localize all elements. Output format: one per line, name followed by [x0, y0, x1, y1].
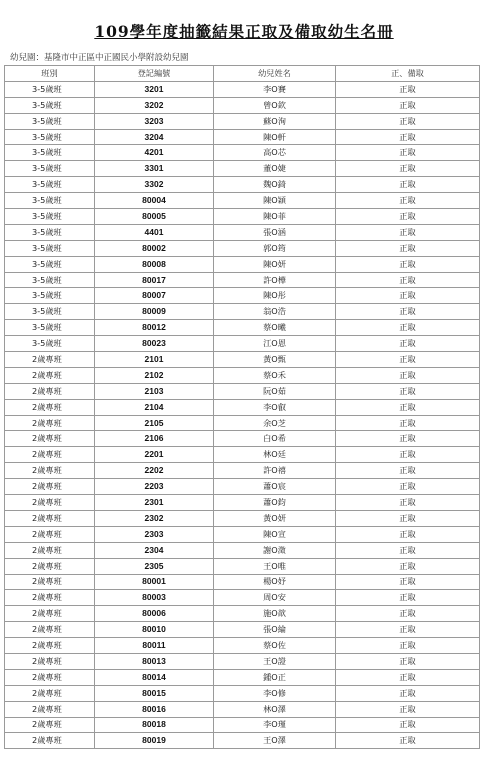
- child-name-cell: 林O澤: [214, 701, 336, 717]
- table-row: [5, 622, 480, 638]
- table-row: [5, 733, 480, 749]
- table-row: [5, 177, 480, 193]
- class-cell: 2歲專班: [5, 447, 95, 463]
- table-row: [5, 542, 480, 558]
- class-cell: 2歲專班: [5, 367, 95, 383]
- admission-status-cell: 正取: [336, 685, 480, 701]
- table-row: [5, 129, 480, 145]
- admission-status-cell: 正取: [336, 81, 480, 97]
- class-cell: 3-5歲班: [5, 320, 95, 336]
- registration-number-cell: 80013: [95, 653, 214, 669]
- child-name-cell: 陳O穎: [214, 193, 336, 209]
- registration-number-cell: 3301: [95, 161, 214, 177]
- registration-number-cell: 80002: [95, 240, 214, 256]
- admission-status-cell: 正取: [336, 495, 480, 511]
- child-name-cell: 黃O妍: [214, 510, 336, 526]
- class-cell: 3-5歲班: [5, 145, 95, 161]
- table-row: [5, 447, 480, 463]
- class-cell: 3-5歲班: [5, 193, 95, 209]
- admission-status-cell: 正取: [336, 526, 480, 542]
- table-row: [5, 256, 480, 272]
- registration-number-cell: 80010: [95, 622, 214, 638]
- class-cell: 2歲專班: [5, 558, 95, 574]
- table-body: [5, 81, 480, 748]
- child-name-cell: 許O樺: [214, 272, 336, 288]
- table-row: [5, 145, 480, 161]
- child-name-cell: 周O安: [214, 590, 336, 606]
- admission-status-cell: 正取: [336, 415, 480, 431]
- table-row: [5, 367, 480, 383]
- admission-status-cell: 正取: [336, 97, 480, 113]
- table-row: [5, 590, 480, 606]
- admission-status-cell: 正取: [336, 256, 480, 272]
- class-cell: 3-5歲班: [5, 240, 95, 256]
- admission-status-cell: 正取: [336, 352, 480, 368]
- child-name-cell: 李O修: [214, 685, 336, 701]
- admission-status-cell: 正取: [336, 367, 480, 383]
- table-row: [5, 685, 480, 701]
- child-name-cell: 陳O彤: [214, 288, 336, 304]
- table-row: [5, 209, 480, 225]
- class-cell: 2歲專班: [5, 701, 95, 717]
- table-row: [5, 383, 480, 399]
- school-name: 幼兒園：基隆市中正區中正國民小學附設幼兒園: [10, 53, 189, 63]
- child-name-cell: 蔡O禾: [214, 367, 336, 383]
- admission-status-cell: 正取: [336, 447, 480, 463]
- child-name-cell: 林O廷: [214, 447, 336, 463]
- table-row: [5, 669, 480, 685]
- class-cell: 3-5歲班: [5, 209, 95, 225]
- table-row: [5, 97, 480, 113]
- class-cell: 3-5歲班: [5, 288, 95, 304]
- child-name-cell: 阮O茹: [214, 383, 336, 399]
- child-name-cell: 鍾O正: [214, 669, 336, 685]
- child-name-cell: 翁O浩: [214, 304, 336, 320]
- table-row: [5, 399, 480, 415]
- child-name-cell: 王O唯: [214, 558, 336, 574]
- registration-number-cell: 2104: [95, 399, 214, 415]
- registration-number-cell: 80018: [95, 717, 214, 733]
- child-name-cell: 蘇O洵: [214, 113, 336, 129]
- enrollment-table: [4, 65, 480, 749]
- table-header-row: [5, 66, 480, 82]
- class-cell: 2歲專班: [5, 463, 95, 479]
- child-name-cell: 陳O軒: [214, 129, 336, 145]
- table-row: [5, 336, 480, 352]
- class-cell: 3-5歲班: [5, 177, 95, 193]
- admission-status-cell: 正取: [336, 193, 480, 209]
- admission-status-cell: 正取: [336, 606, 480, 622]
- class-cell: 2歲專班: [5, 733, 95, 749]
- class-cell: 2歲專班: [5, 590, 95, 606]
- registration-number-cell: 2101: [95, 352, 214, 368]
- registration-number-cell: 2303: [95, 526, 214, 542]
- table-row: [5, 558, 480, 574]
- table-row: [5, 352, 480, 368]
- class-cell: 2歲專班: [5, 495, 95, 511]
- table-row: [5, 304, 480, 320]
- admission-status-cell: 正取: [336, 177, 480, 193]
- admission-status-cell: 正取: [336, 240, 480, 256]
- table-row: [5, 193, 480, 209]
- child-name-cell: 李O瑾: [214, 717, 336, 733]
- registration-number-cell: 2301: [95, 495, 214, 511]
- admission-status-cell: 正取: [336, 320, 480, 336]
- admission-status-cell: 正取: [336, 304, 480, 320]
- registration-number-cell: 80016: [95, 701, 214, 717]
- table-row: [5, 161, 480, 177]
- registration-number-cell: 80009: [95, 304, 214, 320]
- registration-number-cell: 2304: [95, 542, 214, 558]
- registration-number-cell: 80008: [95, 256, 214, 272]
- document-title: 109學年度抽籤結果正取及備取幼生名冊: [94, 22, 394, 41]
- registration-number-cell: 80007: [95, 288, 214, 304]
- class-cell: 2歲專班: [5, 415, 95, 431]
- registration-number-cell: 80001: [95, 574, 214, 590]
- child-name-cell: 蔡O曦: [214, 320, 336, 336]
- header-registration-number: 登記編號: [95, 66, 214, 82]
- child-name-cell: 郭O筠: [214, 240, 336, 256]
- table-row: [5, 288, 480, 304]
- admission-status-cell: 正取: [336, 383, 480, 399]
- admission-status-cell: 正取: [336, 653, 480, 669]
- registration-number-cell: 2201: [95, 447, 214, 463]
- class-cell: 2歲專班: [5, 399, 95, 415]
- admission-status-cell: 正取: [336, 669, 480, 685]
- registration-number-cell: 80003: [95, 590, 214, 606]
- admission-status-cell: 正取: [336, 558, 480, 574]
- child-name-cell: 陳O菲: [214, 209, 336, 225]
- admission-status-cell: 正取: [336, 638, 480, 654]
- registration-number-cell: 80012: [95, 320, 214, 336]
- registration-number-cell: 2302: [95, 510, 214, 526]
- table-row: [5, 320, 480, 336]
- registration-number-cell: 2305: [95, 558, 214, 574]
- table-row: [5, 113, 480, 129]
- child-name-cell: 白O希: [214, 431, 336, 447]
- admission-status-cell: 正取: [336, 590, 480, 606]
- registration-number-cell: 4401: [95, 224, 214, 240]
- child-name-cell: 蕭O宸: [214, 479, 336, 495]
- table-row: [5, 574, 480, 590]
- registration-number-cell: 80006: [95, 606, 214, 622]
- admission-status-cell: 正取: [336, 336, 480, 352]
- class-cell: 2歲專班: [5, 669, 95, 685]
- child-name-cell: 王O澤: [214, 733, 336, 749]
- class-cell: 2歲專班: [5, 622, 95, 638]
- class-cell: 2歲專班: [5, 653, 95, 669]
- class-cell: 3-5歲班: [5, 129, 95, 145]
- admission-status-cell: 正取: [336, 701, 480, 717]
- class-cell: 3-5歲班: [5, 304, 95, 320]
- admission-status-cell: 正取: [336, 129, 480, 145]
- child-name-cell: 張O綸: [214, 622, 336, 638]
- admission-status-cell: 正取: [336, 272, 480, 288]
- admission-status-cell: 正取: [336, 733, 480, 749]
- child-name-cell: 魏O錡: [214, 177, 336, 193]
- registration-number-cell: 80017: [95, 272, 214, 288]
- registration-number-cell: 80004: [95, 193, 214, 209]
- registration-number-cell: 3203: [95, 113, 214, 129]
- table-row: [5, 653, 480, 669]
- child-name-cell: 蕭O鈞: [214, 495, 336, 511]
- admission-status-cell: 正取: [336, 463, 480, 479]
- class-cell: 3-5歲班: [5, 272, 95, 288]
- child-name-cell: 楊O妤: [214, 574, 336, 590]
- table-row: [5, 431, 480, 447]
- class-cell: 2歲專班: [5, 352, 95, 368]
- table-row: [5, 510, 480, 526]
- admission-status-cell: 正取: [336, 224, 480, 240]
- registration-number-cell: 2202: [95, 463, 214, 479]
- admission-status-cell: 正取: [336, 209, 480, 225]
- registration-number-cell: 80023: [95, 336, 214, 352]
- registration-number-cell: 80011: [95, 638, 214, 654]
- child-name-cell: 李O叡: [214, 399, 336, 415]
- child-name-cell: 李O賽: [214, 81, 336, 97]
- class-cell: 2歲專班: [5, 717, 95, 733]
- child-name-cell: 王O證: [214, 653, 336, 669]
- admission-status-cell: 正取: [336, 288, 480, 304]
- registration-number-cell: 80015: [95, 685, 214, 701]
- class-cell: 3-5歲班: [5, 224, 95, 240]
- admission-status-cell: 正取: [336, 145, 480, 161]
- header-admission-status: 正、備取: [336, 66, 480, 82]
- registration-number-cell: 2103: [95, 383, 214, 399]
- header-class: 班別: [5, 66, 95, 82]
- child-name-cell: 施O歆: [214, 606, 336, 622]
- table-row: [5, 272, 480, 288]
- child-name-cell: 黃O甄: [214, 352, 336, 368]
- table-row: [5, 81, 480, 97]
- child-name-cell: 謝O澂: [214, 542, 336, 558]
- class-cell: 2歲專班: [5, 574, 95, 590]
- table-row: [5, 526, 480, 542]
- table-row: [5, 240, 480, 256]
- admission-status-cell: 正取: [336, 161, 480, 177]
- class-cell: 3-5歲班: [5, 113, 95, 129]
- table-row: [5, 463, 480, 479]
- table-row: [5, 479, 480, 495]
- child-name-cell: 江O恩: [214, 336, 336, 352]
- class-cell: 2歲專班: [5, 510, 95, 526]
- class-cell: 2歲專班: [5, 526, 95, 542]
- registration-number-cell: 80005: [95, 209, 214, 225]
- registration-number-cell: 2203: [95, 479, 214, 495]
- table-row: [5, 224, 480, 240]
- admission-status-cell: 正取: [336, 113, 480, 129]
- class-cell: 3-5歲班: [5, 161, 95, 177]
- child-name-cell: 余O芝: [214, 415, 336, 431]
- child-name-cell: 高O芯: [214, 145, 336, 161]
- class-cell: 2歲專班: [5, 479, 95, 495]
- class-cell: 3-5歲班: [5, 256, 95, 272]
- header-child-name: 幼兒姓名: [214, 66, 336, 82]
- table-row: [5, 717, 480, 733]
- registration-number-cell: 2102: [95, 367, 214, 383]
- table-row: [5, 701, 480, 717]
- registration-number-cell: 4201: [95, 145, 214, 161]
- class-cell: 3-5歲班: [5, 336, 95, 352]
- child-name-cell: 董O婕: [214, 161, 336, 177]
- admission-status-cell: 正取: [336, 431, 480, 447]
- child-name-cell: 陳O宣: [214, 526, 336, 542]
- child-name-cell: 蔡O佐: [214, 638, 336, 654]
- class-cell: 2歲專班: [5, 383, 95, 399]
- admission-status-cell: 正取: [336, 510, 480, 526]
- child-name-cell: 曾O欽: [214, 97, 336, 113]
- class-cell: 3-5歲班: [5, 97, 95, 113]
- table-row: [5, 495, 480, 511]
- registration-number-cell: 3302: [95, 177, 214, 193]
- table-row: [5, 638, 480, 654]
- class-cell: 2歲專班: [5, 431, 95, 447]
- admission-status-cell: 正取: [336, 574, 480, 590]
- child-name-cell: 許O禧: [214, 463, 336, 479]
- registration-number-cell: 3202: [95, 97, 214, 113]
- registration-number-cell: 80014: [95, 669, 214, 685]
- class-cell: 2歲專班: [5, 542, 95, 558]
- child-name-cell: 張O涵: [214, 224, 336, 240]
- table-row: [5, 415, 480, 431]
- child-name-cell: 陳O妍: [214, 256, 336, 272]
- registration-number-cell: 2105: [95, 415, 214, 431]
- class-cell: 2歲專班: [5, 606, 95, 622]
- class-cell: 3-5歲班: [5, 81, 95, 97]
- class-cell: 2歲專班: [5, 685, 95, 701]
- registration-number-cell: 3201: [95, 81, 214, 97]
- registration-number-cell: 2106: [95, 431, 214, 447]
- admission-status-cell: 正取: [336, 717, 480, 733]
- admission-status-cell: 正取: [336, 542, 480, 558]
- admission-status-cell: 正取: [336, 399, 480, 415]
- registration-number-cell: 80019: [95, 733, 214, 749]
- registration-number-cell: 3204: [95, 129, 214, 145]
- admission-status-cell: 正取: [336, 479, 480, 495]
- table-row: [5, 606, 480, 622]
- admission-status-cell: 正取: [336, 622, 480, 638]
- class-cell: 2歲專班: [5, 638, 95, 654]
